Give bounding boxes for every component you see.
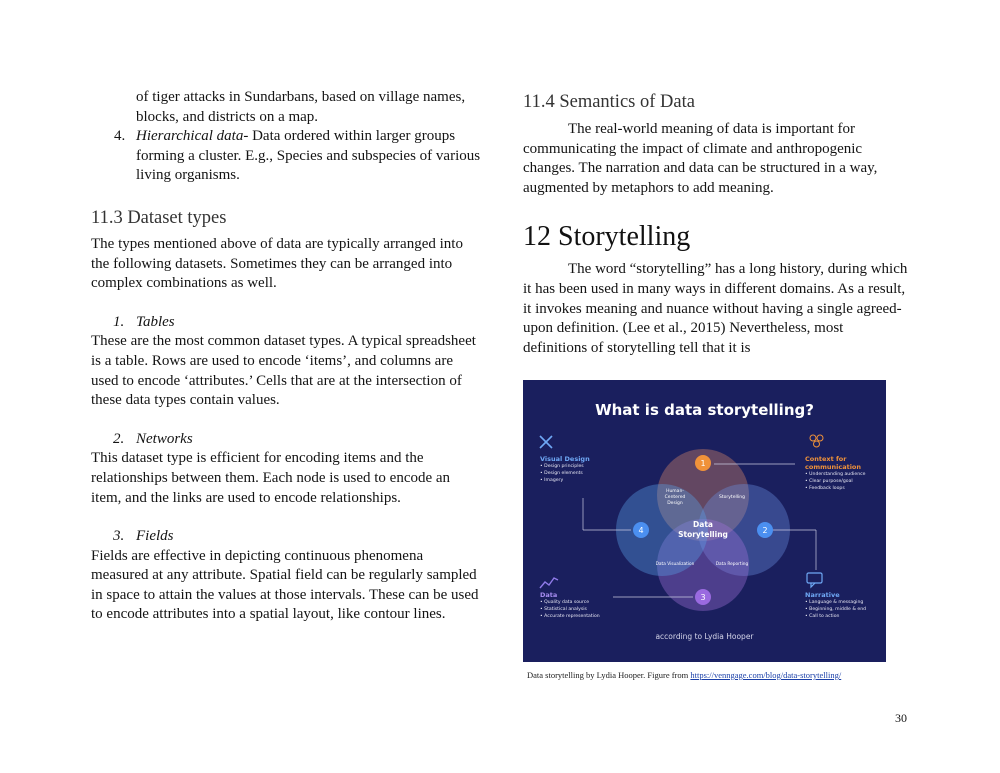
overlap-visualization: Data Visualization bbox=[655, 562, 695, 567]
subheading-networks: 2. Networks bbox=[113, 430, 193, 447]
data-item: • Quality data source bbox=[540, 600, 590, 605]
data-title: Data bbox=[540, 591, 558, 599]
figure-title: What is data storytelling? bbox=[595, 401, 814, 419]
list-item-text: Hierarchical data- Data ordered within larger groups forming a cluster. E.g., Species and subspecies of various living organisms. bbox=[136, 128, 481, 184]
data-item: • Accurate representation bbox=[540, 614, 600, 619]
visual-design-item: • Design principles bbox=[540, 464, 584, 469]
overlap-reporting: Data Reporting bbox=[715, 562, 749, 567]
list-item-4 bbox=[91, 127, 483, 186]
context-item: • Feedback loops bbox=[805, 486, 845, 491]
context-item: • Understanding audience bbox=[805, 472, 866, 477]
subheading-tables: 1. Tables bbox=[113, 313, 175, 330]
dataset-intro-paragraph: The types mentioned above of data are typically arranged into the following datasets. Sometimes they can be arranged into complex combinations as well. bbox=[91, 235, 463, 292]
overlap-human-2: Centered bbox=[664, 495, 686, 500]
badge-1-label: 1 bbox=[700, 459, 706, 468]
figure-credit: according to Lydia Hooper bbox=[655, 632, 754, 641]
section-heading-dataset-types: 11.3 Dataset types bbox=[91, 207, 227, 228]
left-column bbox=[91, 88, 483, 625]
networks-paragraph: This dataset type is efficient for encoding items and the relationships between them. Each node is used to encode an item, and the links are used to encode relationships. bbox=[91, 450, 451, 506]
badge-4-label: 4 bbox=[638, 526, 644, 535]
visual-design-block bbox=[540, 455, 590, 484]
semantics-paragraph: The real-world meaning of data is important for communicating the impact of climate and anthropogenic changes. The narration and data can be structured in a way, augmented by metaphors to add meaning. bbox=[523, 121, 878, 196]
right-column bbox=[523, 88, 908, 358]
context-people-icon bbox=[810, 435, 823, 447]
context-title: Context for communication bbox=[805, 455, 862, 471]
storytelling-paragraph: The word “storytelling” has a long history, during which it has been used in many ways in different domains. As a result, it invokes meaning and nuance without having a single agreed-upon definition. (Lee et al., 2015) Nevertheless, most definitions of storytelling tell that it is bbox=[523, 261, 908, 356]
narrative-speech-icon bbox=[807, 573, 822, 587]
context-item: • Clear purpose/goal bbox=[805, 479, 853, 484]
center-label-2: Storytelling bbox=[678, 530, 728, 539]
page-number: 30 bbox=[895, 711, 907, 725]
figure-caption: Data storytelling by Lydia Hooper. Figure from https://venngage.com/blog/data-storytelling/ bbox=[527, 670, 842, 680]
section-heading-semantics: 11.4 Semantics of Data bbox=[523, 92, 695, 112]
overlap-storytelling: Storytelling bbox=[719, 495, 745, 500]
chapter-heading-storytelling: 12 Storytelling bbox=[523, 221, 691, 253]
fields-paragraph: Fields are effective in depicting continuous phenomena measured at any attribute. Spatial field can be regularly sampled in space to attain the values at those intervals. These can be used to encode attributes into a spatial layout, like contour lines. bbox=[91, 547, 479, 623]
visual-design-title: Visual Design bbox=[540, 455, 590, 463]
context-block bbox=[805, 455, 883, 492]
caption-link[interactable]: https://venngage.com/blog/data-storytelling/ bbox=[690, 670, 842, 680]
narrative-item: • Language & messaging bbox=[805, 600, 864, 605]
visual-design-icon bbox=[540, 436, 552, 448]
visual-design-item: • Design elements bbox=[540, 471, 583, 476]
data-block bbox=[540, 591, 600, 620]
overlap-human-1: Human- bbox=[666, 489, 684, 494]
narrative-block bbox=[805, 591, 883, 620]
data-storytelling-figure bbox=[523, 380, 886, 662]
badge-2-label: 2 bbox=[762, 526, 768, 535]
overlap-human-3: Design bbox=[667, 501, 683, 506]
data-item: • Statistical analysis bbox=[540, 607, 587, 612]
tables-paragraph: These are the most common dataset types. A typical spreadsheet is a table. Rows are used to encode ‘items’, and columns are used to encode ‘attributes.’ Cells that are at the intersection of these data types contain values. bbox=[91, 333, 476, 409]
narrative-title: Narrative bbox=[805, 591, 840, 599]
subheading-fields: 3. Fields bbox=[113, 528, 174, 545]
visual-design-item: • Imagery bbox=[540, 478, 564, 483]
narrative-item: • Call to action bbox=[805, 614, 840, 619]
center-label-1: Data bbox=[693, 520, 713, 529]
list-item-3-continuation: of tiger attacks in Sundarbans, based on village names, blocks, and districts on a map. bbox=[136, 89, 466, 125]
data-chart-icon bbox=[540, 578, 558, 588]
list-number: 4. bbox=[114, 128, 126, 145]
narrative-item: • Beginning, middle & end bbox=[805, 607, 867, 612]
badge-3-label: 3 bbox=[700, 593, 706, 602]
